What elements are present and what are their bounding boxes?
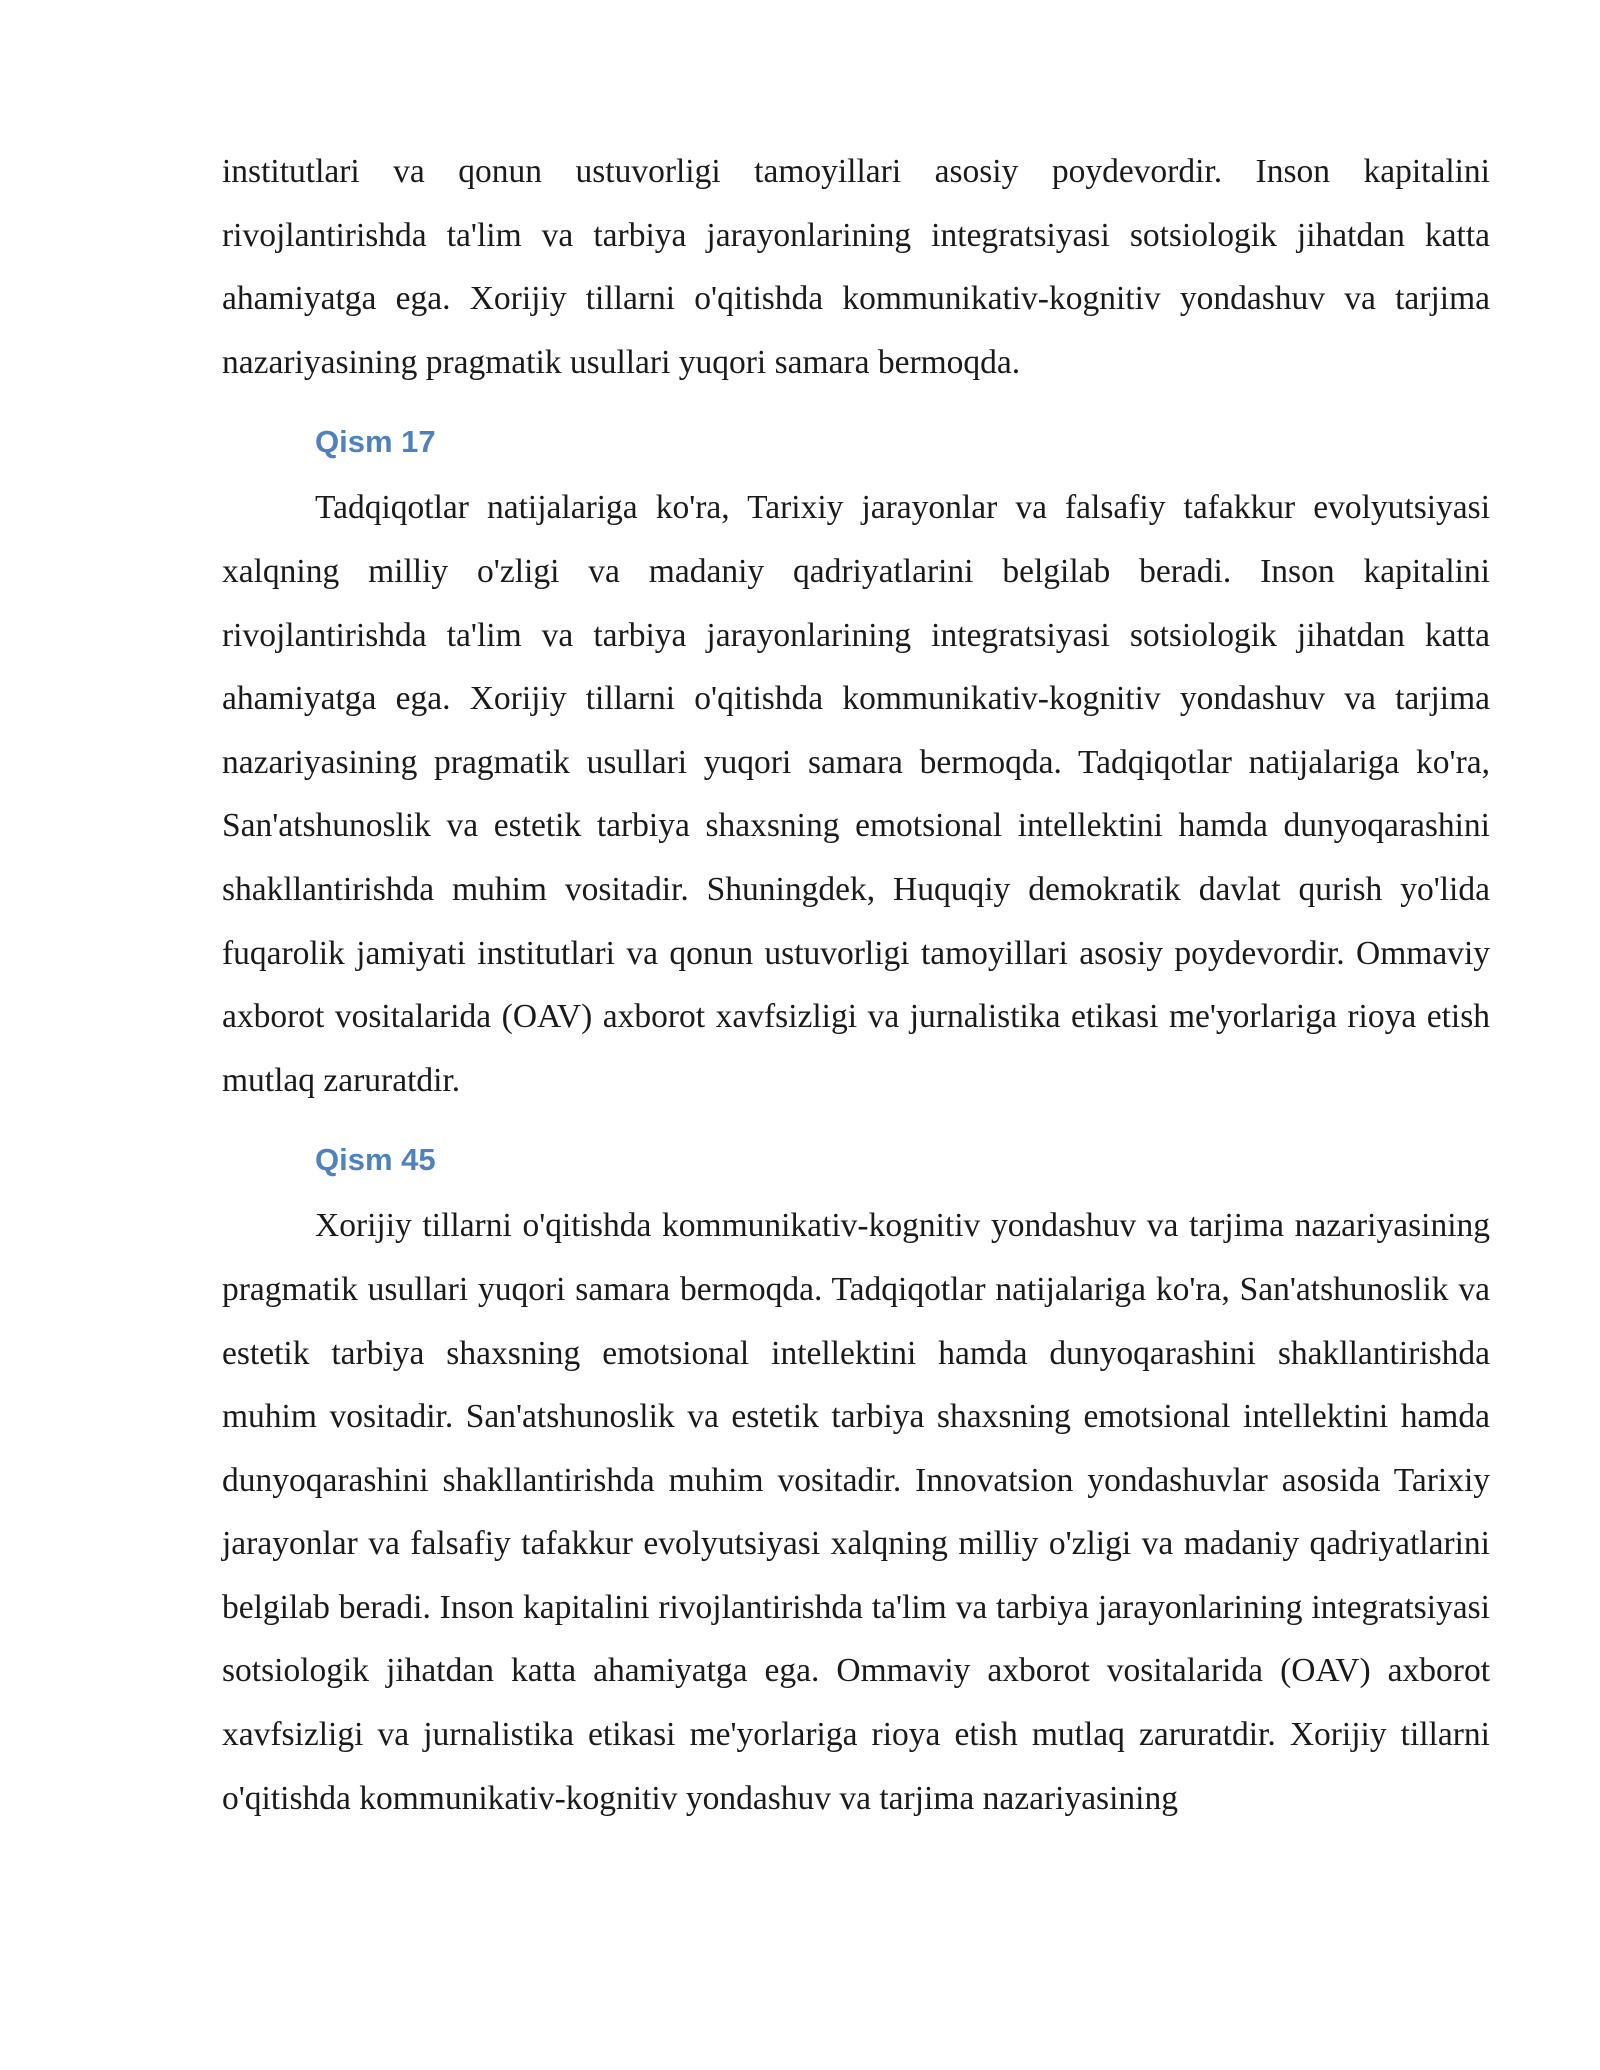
- section-paragraph-qism-17: Tadqiqotlar natijalariga ko'ra, Tarixiy jarayonlar va falsafiy tafakkur evolyutsiyasi xalqning milliy o'zligi va madaniy qadriyatlarini belgilab beradi. Inson kapitalini rivojlantirishda ta'lim va tarbiya jarayonlarining integratsiyasi sotsiologik jihatdan katta ahamiyatga ega. Xorijiy tillarni o'qitishda kommunikativ-kognitiv yondashuv va tarjima nazariyasining pragmatik usullari yuqori samara bermoqda. Tadqiqotlar natijalariga ko'ra, San'atshunoslik va estetik tarbiya shaxsning emotsional intellektini hamda dunyoqarashini shakllantirishda muhim vositadir. Shuningdek, Huquqiy demokratik davlat qurish yo'lida fuqarolik jamiyati institutlari va qonun ustuvorligi tamoyillari asosiy poydevordir. Ommaviy axborot vositalarida (OAV) axborot xavfsizligi va jurnalistika etikasi me'yorlariga rioya etish mutlaq zaruratdir.: [222, 489, 1490, 1099]
- document-page: [222, 140, 1490, 1830]
- intro-paragraph: institutlari va qonun ustuvorligi tamoyillari asosiy poydevordir. Inson kapitalini rivojlantirishda ta'lim va tarbiya jarayonlarining integratsiyasi sotsiologik jihatdan katta ahamiyatga ega. Xorijiy tillarni o'qitishda kommunikativ-kognitiv yondashuv va tarjima nazariyasining pragmatik usullari yuqori samara bermoqda.: [222, 153, 1490, 381]
- section-paragraph-qism-45: Xorijiy tillarni o'qitishda kommunikativ-kognitiv yondashuv va tarjima nazariyasining pragmatik usullari yuqori samara bermoqda. Tadqiqotlar natijalariga ko'ra, San'atshunoslik va estetik tarbiya shaxsning emotsional intellektini hamda dunyoqarashini shakllantirishda muhim vositadir. San'atshunoslik va estetik tarbiya shaxsning emotsional intellektini hamda dunyoqarashini shakllantirishda muhim vositadir. Innovatsion yondashuvlar asosida Tarixiy jarayonlar va falsafiy tafakkur evolyutsiyasi xalqning milliy o'zligi va madaniy qadriyatlarini belgilab beradi. Inson kapitalini rivojlantirishda ta'lim va tarbiya jarayonlarining integratsiyasi sotsiologik jihatdan katta ahamiyatga ega. Ommaviy axborot vositalarida (OAV) axborot xavfsizligi va jurnalistika etikasi me'yorlariga rioya etish mutlaq zaruratdir. Xorijiy tillarni o'qitishda kommunikativ-kognitiv yondashuv va tarjima nazariyasining: [222, 1207, 1490, 1817]
- section-heading-qism-45: Qism 45: [315, 1142, 436, 1178]
- section-heading-qism-17: Qism 17: [315, 424, 436, 460]
